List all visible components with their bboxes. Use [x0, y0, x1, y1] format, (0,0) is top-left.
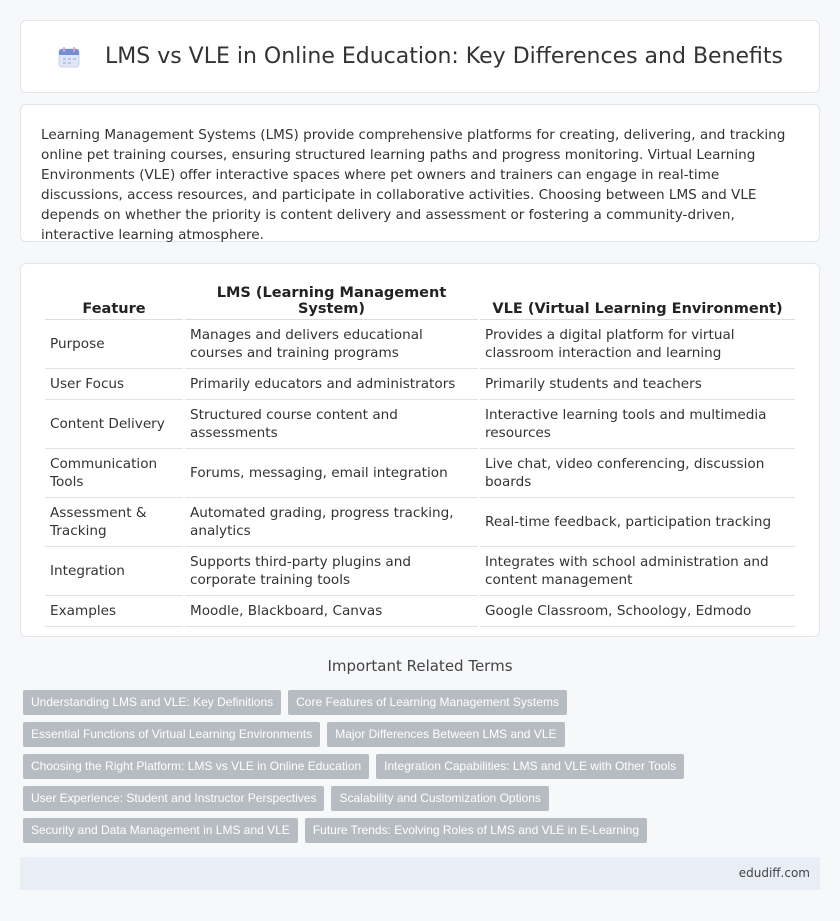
lms-cell: Moodle, Blackboard, Canvas [185, 596, 478, 627]
related-tag[interactable]: Understanding LMS and VLE: Key Definitions [23, 690, 281, 715]
vle-cell: Interactive learning tools and multimedia resources [480, 400, 795, 449]
page-title: LMS vs VLE in Online Education: Key Differences and Benefits [105, 44, 783, 69]
vle-cell: Google Classroom, Schoology, Edmodo [480, 596, 795, 627]
feature-cell: Content Delivery [45, 400, 183, 449]
comparison-table [43, 285, 797, 627]
header-feature: Feature [45, 285, 183, 320]
table-row [45, 596, 795, 627]
vle-cell: Live chat, video conferencing, discussion boards [480, 449, 795, 498]
related-tag[interactable]: Essential Functions of Virtual Learning Environments [23, 722, 320, 747]
related-tag[interactable]: Integration Capabilities: LMS and VLE with Other Tools [376, 754, 684, 779]
related-tag[interactable]: Major Differences Between LMS and VLE [327, 722, 564, 747]
lms-cell: Supports third-party plugins and corporate training tools [185, 547, 478, 596]
feature-cell: Communication Tools [45, 449, 183, 498]
feature-cell: Assessment & Tracking [45, 498, 183, 547]
related-tag[interactable]: Future Trends: Evolving Roles of LMS and VLE in E-Learning [305, 818, 647, 843]
footer [20, 857, 820, 890]
header-vle: VLE (Virtual Learning Environment) [480, 285, 795, 320]
related-tag[interactable]: Scalability and Customization Options [331, 786, 548, 811]
vle-cell: Real-time feedback, participation tracking [480, 498, 795, 547]
related-tag[interactable]: Core Features of Learning Management Systems [288, 690, 567, 715]
related-terms-list [23, 690, 813, 850]
table-row [45, 547, 795, 596]
vle-cell: Provides a digital platform for virtual classroom interaction and learning [480, 320, 795, 369]
related-tag[interactable]: Choosing the Right Platform: LMS vs VLE in Online Education [23, 754, 369, 779]
related-terms-title: Important Related Terms [327, 657, 513, 675]
vle-cell: Integrates with school administration and content management [480, 547, 795, 596]
header-card [20, 20, 820, 93]
calendar-icon [57, 45, 81, 69]
lms-cell: Automated grading, progress tracking, analytics [185, 498, 478, 547]
lms-cell: Manages and delivers educational courses and training programs [185, 320, 478, 369]
footer-site-link[interactable]: edudiff.com [738, 866, 810, 880]
related-tag[interactable]: Security and Data Management in LMS and VLE [23, 818, 298, 843]
intro-card [20, 104, 820, 242]
related-tag[interactable]: User Experience: Student and Instructor Perspectives [23, 786, 324, 811]
lms-cell: Forums, messaging, email integration [185, 449, 478, 498]
table-row [45, 369, 795, 400]
feature-cell: Examples [45, 596, 183, 627]
comparison-table-card [20, 263, 820, 637]
lms-cell: Primarily educators and administrators [185, 369, 478, 400]
table-row [45, 320, 795, 369]
vle-cell: Primarily students and teachers [480, 369, 795, 400]
table-row [45, 498, 795, 547]
feature-cell: User Focus [45, 369, 183, 400]
header-lms: LMS (Learning Management System) [185, 285, 478, 320]
feature-cell: Purpose [45, 320, 183, 369]
table-row [45, 400, 795, 449]
intro-text: Learning Management Systems (LMS) provide comprehensive platforms for creating, delivering, and tracking online pet training courses, ensuring structured learning paths and progress monitoring. Virtual Learning Environments (VLE) offer interactive spaces where pet owners and trainers can engage in real-time discussions, access resources, and participate in collaborative activities. Choosing between LMS and VLE depends on whether the priority is content delivery and assessment or fostering a community-driven, interactive learning atmosphere. [41, 127, 786, 243]
feature-cell: Integration [45, 547, 183, 596]
table-row [45, 449, 795, 498]
lms-cell: Structured course content and assessments [185, 400, 478, 449]
